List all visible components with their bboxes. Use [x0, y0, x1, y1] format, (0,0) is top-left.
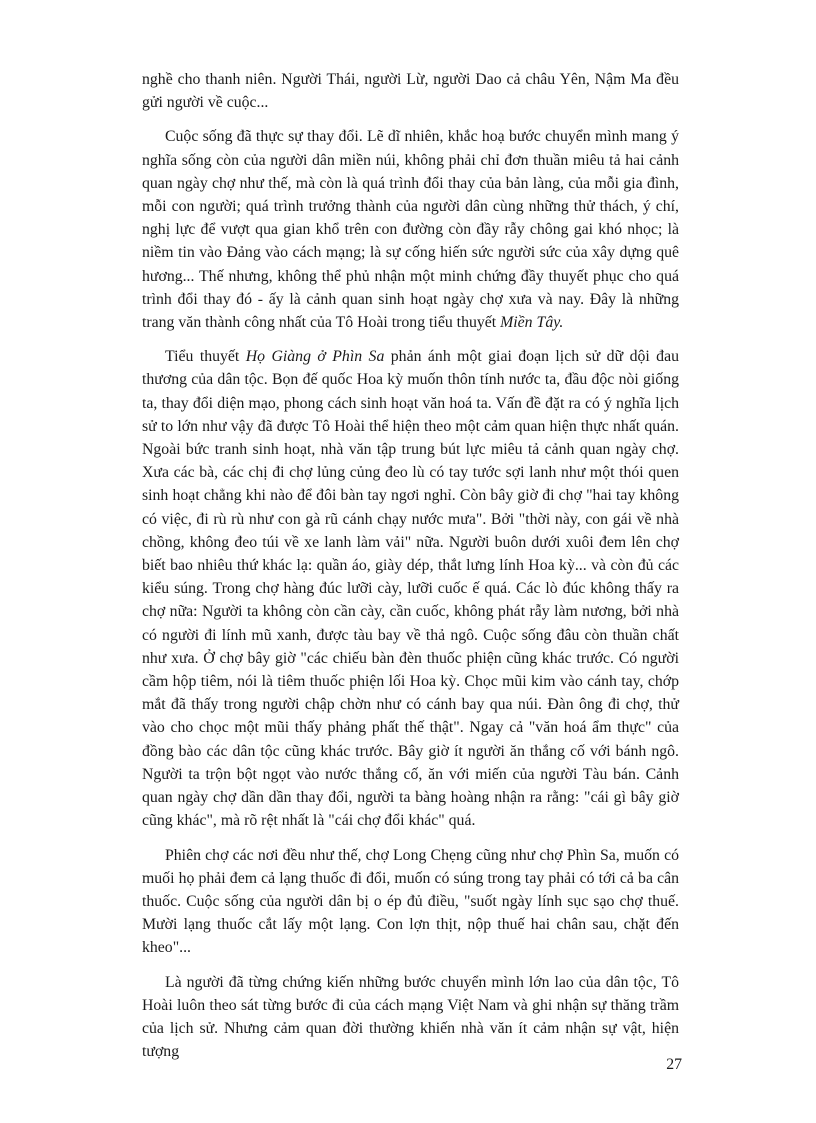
page-number: 27: [666, 1056, 682, 1073]
paragraph-witness: Là người đã từng chứng kiến những bước chuyển mình lớn lao của dân tộc, Tô Hoài luôn theo sát từng bước đi của cách mạng Việt Nam và ghi nhận sự thăng trầm của lịch sử. Nhưng cảm quan đời thường khiến nhà văn ít cảm nhận sự vật, hiện tượng: [142, 973, 679, 1061]
paragraph-text: Tiểu thuyết: [165, 348, 246, 366]
book-title-mien-tay: Miền Tây.: [500, 314, 564, 332]
paragraph-text: Cuộc sống đã thực sự thay đổi. Lẽ dĩ nhiên, khắc hoạ bước chuyển mình mang ý nghĩa sống còn của người dân miền núi, không phải chỉ đơn thuần miêu tả hai cảnh quan ngày chợ như thế, mà còn là quá trình đổi thay của bản làng, của mỗi gia đình, mỗi con người; quá trình trưởng thành của người dân cùng những thử thách, ý chí, nghị lực để vượt qua gian khổ trên con đường còn đầy rẫy chông gai khó nhọc; là niềm tin vào Đảng vào cách mạng; là sự cống hiến sức người sức của xây dựng quê hương... Thế nhưng, không thể phủ nhận một minh chứng đầy thuyết phục cho quá trình đổi thay đó - ấy là cảnh quan sinh hoạt ngày chợ xưa và nay. Đây là những trang văn thành công nhất của Tô Hoài trong tiểu thuyết: [142, 128, 679, 332]
paragraph-continuation: nghề cho thanh niên. Người Thái, người Lừ, người Dao cả châu Yên, Nậm Ma đều gửi người về cuộc...: [142, 71, 679, 112]
book-title-ho-giang: Họ Giàng ở Phìn Sa: [245, 348, 385, 366]
paragraph-market-sessions: Phiên chợ các nơi đều như thế, chợ Long Chẹng cũng như chợ Phìn Sa, muốn có muối họ phải đem cả lạng thuốc đi đổi, muốn có súng trong tay phải có tới cả ba cân thuốc. Cuộc sống của người dân bị o ép đủ điều, "suốt ngày lính sục sạo chợ thuế. Mười lạng thuốc cắt lấy một lạng. Con lợn thịt, nộp thuế hai chân sau, chặt đến kheo"...: [142, 846, 679, 957]
paragraph-life-changed: [142, 125, 679, 334]
page-body: [142, 68, 679, 1074]
paragraph-ho-giang: [142, 345, 679, 832]
paragraph-text: phản ánh một giai đoạn lịch sử dữ dội đau thương của dân tộc. Bọn đế quốc Hoa kỳ muốn thôn tính nước ta, đầu độc nòi giống ta, thay đổi diện mạo, phong cách sinh hoạt văn hoá ta. Vấn đề đặt ra có ý nghĩa lịch sử to lớn như vậy đã được Tô Hoài thể hiện theo một cảm quan hiện thực nhất quán. Ngoài bức tranh sinh hoạt, nhà văn tập trung bút lực miêu tả cảnh quan ngày chợ. Xưa các bà, các chị đi chợ lủng củng đeo lù có tay tước sợi lanh như một thói quen sinh hoạt chẳng khi nào để đôi bàn tay ngơi nghỉ. Còn bây giờ đi chợ "hai tay không có việc, đi rù rù như con gà rũ cánh chạy nước mưa". Bởi "thời này, con gái về nhà chồng, không đeo túi về xe lanh làm vải" nữa. Người buôn dưới xuôi đem lên chợ biết bao nhiêu thứ khác lạ: quần áo, giày dép, thắt lưng lính Hoa kỳ... và còn đủ các kiểu súng. Trong chợ hàng đúc lưỡi cày, lưỡi cuốc ế quá. Các lò đúc không thấy ra chợ nữa: Người ta không còn cần cày, cần cuốc, không phát rẫy làm nương, bởi nhà có người đi lính mũ xanh, được tàu bay về thả ngô. Cuộc sống đâu còn thuần chất như xưa. Ở chợ bây giờ "các chiếu bàn đèn thuốc phiện cũng khác trước. Có người cầm hộp tiêm, nói là tiêm thuốc phiện lối Hoa kỳ. Chọc mũi kim vào cánh tay, chớp mắt đã thấy trong người chập chờn như có cánh bay qua núi. Đàn ông đi chợ, thử vào cho chọc một mũi thấy phảng phất thế thật". Ngay cả "văn hoá ẩm thực" của đồng bào các dân tộc cũng khác trước. Bây giờ ít người ăn thắng cố với bánh ngô. Người ta trộn bột ngọt vào nước thắng cố, ăn với miến của người Tàu bán. Cảnh quan ngày chợ dần dần thay đổi, người ta bàng hoàng nhận ra rằng: "cái gì bây giờ cũng khác", mà rõ rệt nhất là "cái chợ đổi khác" quá.: [142, 348, 679, 830]
